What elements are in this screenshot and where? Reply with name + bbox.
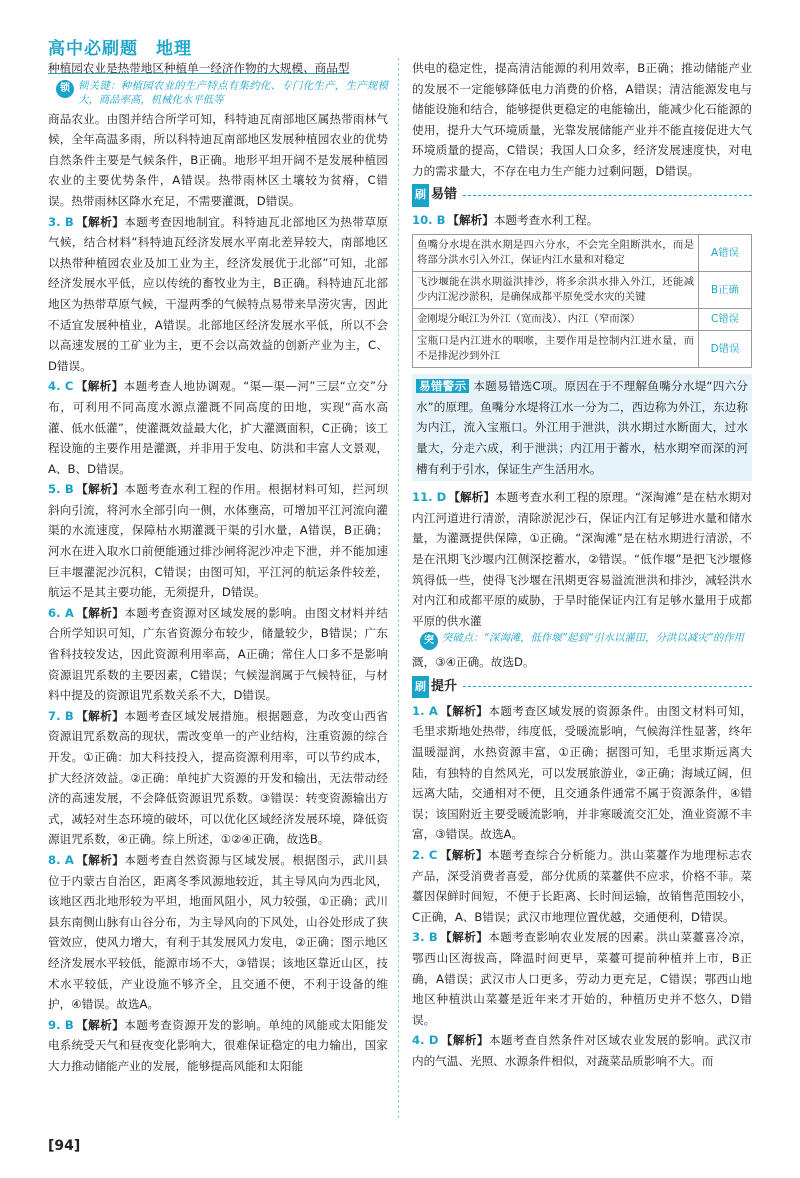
answer-text: 本题考查综合分析能力。洪山菜薹作为地理标志农产品，深受消费者喜爱，部分优质的菜薹供不应求，价格不菲。菜薹因保鲜时间短，不便于长距离、长时间运输，故销售范围较小，C正确，A、B错误；武汉市地理位置优越，交通便利，D错误。 — [412, 848, 752, 924]
answer-up-4 — [412, 1030, 752, 1071]
answer-6 — [48, 603, 388, 706]
answer-11-tail: 溉，③④正确。故选D。 — [412, 655, 535, 670]
analysis-tag: 【解析】 — [75, 482, 125, 497]
analysis-tag: 【解析】 — [75, 852, 125, 867]
answer-number: 3. B — [48, 214, 74, 229]
brush-icon: 刷 — [412, 676, 429, 699]
analysis-tag: 【解析】 — [439, 703, 489, 718]
answer-text: 本题考查资源开发的影响。单纯的风能或太阳能发电系统受天气和昼夜变化影响大，很难保证稳定的电力输出，国家大力推动储能产业的发展，能够提高风能和太阳能 — [48, 1017, 388, 1073]
answer-text: 本题考查影响农业发展的因素。洪山菜薹喜冷凉，鄂西山区海拔高，降温时间更早，菜薹可提前种植并上市，B正确，A错误；武汉市人口更多，劳动力更充足，C错误；鄂西山地地区种植洪山菜薹是近年来才开始的，种植历史并不悠久，D错误。 — [412, 930, 752, 1027]
analysis-tag: 【解析】 — [448, 490, 495, 505]
key-note — [56, 79, 388, 107]
answer-8 — [48, 850, 388, 1015]
answer-text: 本题考查水利工程的原理。“深淘滩”是在枯水期对内江河道进行清淤，清除淤泥沙石，保证内江有足够进水量和储水量，为灌溉提供保障，①正确。“深淘滩”是在枯水期进行清淤，不是在汛期飞沙堰内江侧深挖蓄水，②错误。“低作堰”是把飞沙堰修筑得低一些，使得飞沙堰在汛期更容易溢流泄洪和排沙，减轻洪水对内江和成都平原的威胁，于旱时能保证内江有足够水量用于成都平原的供水灌 — [412, 490, 752, 628]
answer-number: 11. D — [412, 490, 447, 505]
analysis-table — [412, 234, 752, 368]
judgement-cell: D错误 — [699, 331, 752, 368]
analysis-tag: 【解析】 — [439, 848, 488, 863]
analysis-tag: 【解析】 — [440, 1033, 489, 1048]
analysis-tag: 【解析】 — [447, 212, 494, 227]
answer-9 — [48, 1015, 388, 1077]
judgement-cell: C错误 — [699, 309, 752, 331]
section-title: 易错 — [431, 187, 458, 203]
section-improve — [412, 677, 752, 697]
continuation-text: 供电的稳定性，提高清洁能源的利用效率，B正确；推动储能产业的发展不一定能够降低电力消费的价格，A错误；清洁能源发电与储能设施和结合，能够提供更稳定的电能输出，能减少化石能源的使用，提升大气环境质量，光靠发展储能产业并不能直接促进大气环境质量的提高，C错误；我国人口众多，经济发展速度快，对电力的需求量大，不存在电力生产能力过剩问题，D错误。 — [412, 61, 752, 178]
answer-number: 7. B — [48, 708, 74, 723]
judgement-cell: B正确 — [699, 272, 752, 309]
answer-number: 9. B — [48, 1017, 74, 1032]
answer-5 — [48, 479, 388, 603]
answer-4 — [48, 376, 388, 479]
answer-number: 3. B — [412, 930, 438, 945]
answer-up-2 — [412, 845, 752, 927]
answer-number: 5. B — [48, 482, 74, 497]
section-title: 提升 — [431, 678, 458, 694]
warning-label: 易错警示 — [416, 379, 469, 393]
answer-number: 8. A — [48, 852, 74, 867]
answer-text: 本题考查自然资源与区域发展。根据图示，武川县位于内蒙古自治区，距离冬季风源地较近，其主导风向为西北风，该地区西北地形较为平坦，地面风阻小，风力较强，①正确；武川县东南侧山脉有山谷分布，为主导风向的下风处，山谷处形成了狭管效应，使风力增大，有利于其发展风力发电，②正确；图示地区经济发展水平较低，能源市场不大，③错误；该地区靠近山区，技术水平较低，产业设施不够齐全，且交通不便，不利于设备的维护，④错误。故选A。 — [48, 852, 388, 1012]
key-note-text: 锁关键：种植园农业的生产特点有集约化、专门化生产，生产规模大，商品率高，机械化水平低等 — [78, 79, 388, 106]
table-cell: 飞沙堰能在洪水期溢洪排沙，将多余洪水排入外江，还能减少内江泥沙淤积，是确保成都平原免受水灾的关键 — [413, 272, 699, 309]
warning-text: 本题易错选C项。原因在于不理解鱼嘴分水堤“四六分水”的原理。鱼嘴分水堤将江水一分为二，西边称为外江，东边称为内江，流入宝瓶口。外江用于泄洪，洪水期过水断面大，过水量大，分走六成，利于泄洪；内江用于蓄水，枯水期窄而深的河槽有利于引水，保证生产生活用水。 — [416, 379, 748, 476]
section-rule — [463, 686, 752, 687]
analysis-tag: 【解析】 — [75, 379, 124, 394]
answer-text: 本题考查水利工程的作用。根据材料可知，拦河坝斜向引流，将河水全部引向一侧，水体壅高，可增加平江河流向灌渠的水流速度，保障枯水期灌溉干渠的引水量，A错误，B正确；河水在进入取水口前便能通过排沙闸将泥沙冲走下泄，并不能加速巨丰堰灌泥沙沉积，C错误；由图可知，平江河的航运条件较差，航运不是其主要功能，无须提升，D错误。 — [48, 482, 388, 600]
answer-number: 2. C — [412, 848, 438, 863]
answer-3 — [48, 212, 388, 377]
column-divider — [398, 58, 399, 1118]
table-cell: 金刚堤分岷江为外江（宽而浅）、内江（窄而深） — [413, 309, 699, 331]
table-cell: 鱼嘴分水堤在洪水期是四六分水，不会完全阻断洪水，而是将部分洪水引入外江，保证内江水量和对稳定 — [413, 235, 699, 272]
answer-text: 本题考查人地协调观。“渠—渠—河”三层“立交”分布，可利用不同高度水源点灌溉不同高度的田地，实现“高水高灌、低水低灌”，使灌溉效益最大化，扩大灌溉面积，C正确；该工程设施的主要作用是灌溉，并非用于发电、防洪和丰富人文景观，A、B、D错误。 — [48, 379, 388, 476]
brush-icon: 刷 — [412, 184, 429, 207]
answer-up-1 — [412, 701, 752, 845]
answer-up-3 — [412, 927, 752, 1030]
page-number: [94] — [48, 1138, 81, 1154]
judgement-cell: A错误 — [699, 235, 752, 272]
table-row — [413, 331, 752, 368]
answer-text: 本题考查区域发展措施。根据题意，为改变山西省资源诅咒系数高的现状，需改变单一的产业结构，注重资源的综合开发。①正确：加大科技投入，提高资源利用率，可以节约成本，扩大经济效益。②正确：单纯扩大资源的开发和输出，无法带动经济的高速发展，不会降低资源诅咒系数。③错误：转变资源输出方式，减轻对生态环境的破坏，可以优化区域经济发展环境，降低资源诅咒系数，④正确。综上所述，①②④正确，故选B。 — [48, 708, 388, 847]
answer-text: 本题考查区域发展的资源条件。由图文材料可知，毛里求斯地处热带，纬度低，受暖流影响，气候海洋性显著，终年温暖湿润，水热资源丰富，①正确；据图可知，毛里求斯远离大陆，有独特的自然风光，可以发展旅游业，②正确；海域辽阔，但远离大陆，交通相对不便，且交通条件通常不属于资源条件，④错误；该国附近主要受暖流影响，并非寒暖流交汇处，渔业资源不丰富，③错误。故选A。 — [412, 703, 752, 842]
analysis-tag: 【解析】 — [439, 930, 489, 945]
intro-tail: 商品农业。由图并结合所学可知，科特迪瓦南部地区属热带雨林气候，全年高温多雨，所以科特迪瓦南部地区发展种植园农业的优势自然条件主要是气候条件，B正确。地形平坦开阔不是发展种植园农业的主要优势条件，A错误。热带雨林区土壤较为贫瘠，C错误。热带雨林区降水充足，不需要灌溉，D错误。 — [48, 111, 388, 208]
table-cell: 宝瓶口是内江进水的咽喉，主要作用是控制内江进水量，而不是排泥沙到外江 — [413, 331, 699, 368]
lock-key-icon: 锁 — [56, 80, 74, 98]
section-easy-error — [412, 186, 752, 206]
left-column — [48, 58, 388, 1077]
answer-number: 4. D — [412, 1033, 439, 1048]
answer-text: 本题考查自然条件对区域农业发展的影响。武汉市内的气温、光照、水源条件相似，对蔬菜品质影响不大。而 — [412, 1033, 752, 1068]
answer-11 — [412, 487, 752, 631]
intro-text: 种植园农业是热带地区种植单一经济作物的大规模、商品型 — [48, 61, 350, 75]
breakthrough-icon: 突 — [420, 632, 438, 650]
answer-number: 10. B — [412, 212, 446, 227]
analysis-tag: 【解析】 — [75, 605, 125, 620]
answer-number: 4. C — [48, 379, 74, 394]
intro-line — [48, 58, 388, 79]
table-row — [413, 309, 752, 331]
right-column — [412, 58, 752, 1072]
error-warning — [412, 374, 752, 481]
answer-number: 6. A — [48, 605, 74, 620]
answer-text: 本题考查水利工程。 — [493, 212, 599, 227]
page-header-title: 高中必刷题 地理 — [48, 39, 192, 59]
answer-text: 本题考查因地制宜。科特迪瓦北部地区为热带草原气候，结合材料“科特迪瓦经济发展水平南北差异较大，南部地区以热带种植园农业及加工业为主，经济发展优于北部”可知，北部经济发展水平低，应以传统的畜牧业为主，B正确。科特迪瓦北部地区为热带草原气候，干湿两季的气候特点易带来旱涝灾害，因此不适宜发展种植业，A错误。北部地区经济发展水平低，所以不会以高速发展的工矿业为主，更不会以高效益的创新产业为主，C、D错误。 — [48, 214, 388, 373]
answer-text: 本题考查资源对区域发展的影响。由图文材料并结合所学知识可知，广东省资源分布较少，储量较少，B错误；广东省科技较发达，因此资源利用率高，A正确；常住人口多不是影响资源诅咒系数的主要因素，C错误；气候湿润属于气候特征，与材料中提及的资源诅咒系数关系不大，D错误。 — [48, 605, 388, 703]
breakthrough-note — [420, 631, 752, 650]
answer-10 — [412, 210, 752, 231]
analysis-tag: 【解析】 — [75, 1017, 125, 1032]
section-rule — [463, 195, 752, 196]
analysis-tag: 【解析】 — [75, 214, 125, 229]
table-row — [413, 272, 752, 309]
answer-7 — [48, 706, 388, 850]
answer-number: 1. A — [412, 703, 438, 718]
table-row — [413, 235, 752, 272]
breakthrough-text: 突破点：“深淘滩，低作堰”起到“引水以灌田，分洪以减灾”的作用 — [442, 632, 745, 645]
analysis-tag: 【解析】 — [75, 708, 125, 723]
